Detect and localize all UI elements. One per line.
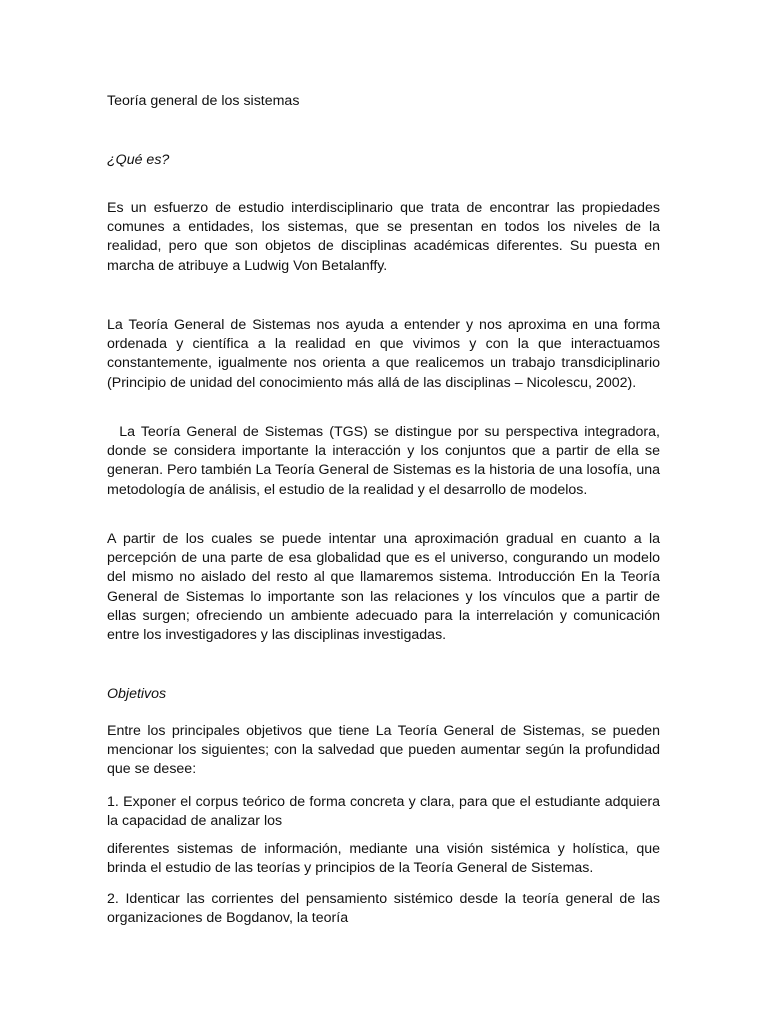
objetivo-1-part-b: diferentes sistemas de información, mediante una visión sistémica y holística, que brinda el estudio de las teorías y principios de la Teoría General de Sistemas. (107, 841, 660, 877)
paragraph-tgs-3: A partir de los cuales se puede intentar una aproximación gradual en cuanto a la percepción de una parte de esa globalidad que es el universo, congurando un modelo del mismo no aislado del resto al que llamaremos sistema. Introducción En la Teoría General de Sistemas lo importante son las relaciones y los vínculos que a partir de ellas surgen; ofreciendo un ambiente adecuado para la interrelación y comunicación entre los investigadores y las disciplinas investigadas. (107, 531, 660, 644)
objetivo-1-part-a: 1. Exponer el corpus teórico de forma concreta y clara, para que el estudiante adquiera la capacidad de analizar los (107, 794, 660, 830)
paragraph-objetivos-intro: Entre los principales objetivos que tiene La Teoría General de Sistemas, se pueden mencionar los siguientes; con la salvedad que pueden aumentar según la profundidad que se desee: (107, 723, 660, 778)
document-title: Teoría general de los sistemas (107, 93, 300, 109)
paragraph-tgs-1: La Teoría General de Sistemas nos ayuda a entender y nos aproxima en una forma ordenada y científica a la realidad en que vivimos y con la que interactuamos constantemente, igualmente nos orienta a que realicemos un trabajo transdiciplinario (Principio de unidad del conocimiento más allá de las disciplinas – Nicolescu, 2002). (107, 317, 660, 391)
paragraph-definicion: Es un esfuerzo de estudio interdisciplinario que trata de encontrar las propiedades comunes a entidades, los sistemas, que se presentan en todos los niveles de la realidad, pero que son objetos de disciplinas académicas diferentes. Su puesta en marcha de atribuye a Ludwig Von Betalanffy. (107, 200, 660, 274)
section-heading-objetivos: Objetivos (107, 686, 167, 702)
objetivo-2: 2. Identicar las corrientes del pensamiento sistémico desde la teoría general de las organizaciones de Bogdanov, la teoría (107, 891, 660, 927)
section-heading-que-es: ¿Qué es? (107, 152, 170, 168)
paragraph-tgs-2: La Teoría General de Sistemas (TGS) se distingue por su perspectiva integradora, donde se considera importante la interacción y los conjuntos que a partir de ella se generan. Pero también La Teoría General de Sistemas es la historia de una losofía, una metodología de análisis, el estudio de la realidad y el desarrollo de modelos. (107, 424, 660, 498)
